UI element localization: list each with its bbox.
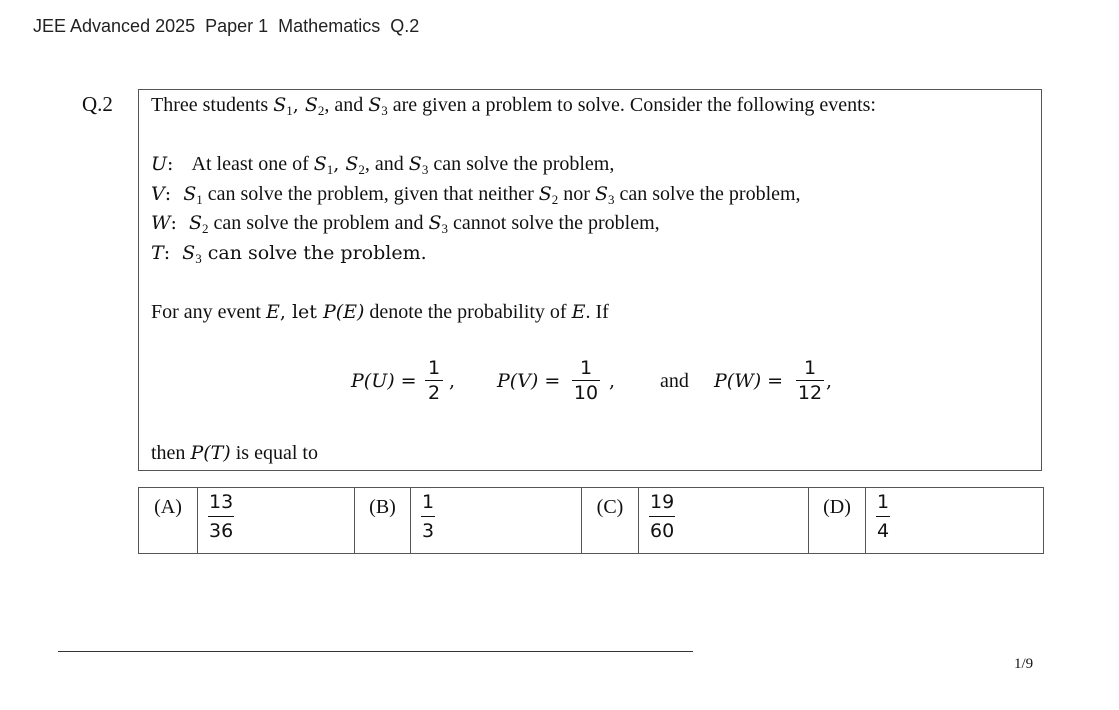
page-number: 1/9 [1014,656,1034,672]
p-u-label: P(U) = [351,370,417,392]
option-b-label[interactable]: (B) [355,488,411,554]
p-v-label: P(V) = [497,370,561,392]
event-t: T: $S_3$ can solve the problem. [151,242,427,266]
probability-definition: For any event E, let P(E) denote the probability of E. If [151,301,609,323]
options-table [138,487,1044,554]
event-u: U: At least one of $S_1$, $S_2$, and $S_3$ can solve the problem, [151,153,615,177]
footer-divider [58,651,693,652]
page-header: JEE Advanced 2025 Paper 1 Mathematics Q.2 [33,16,420,36]
question-box [138,89,1042,471]
p-w-label: P(W) = [714,370,784,392]
event-w: W: $S_2$ can solve the problem and $S_3$ cannot solve the problem, [151,212,660,236]
option-a-fraction: $\frac{13}{36}$ [209,491,234,542]
event-v: V: $S_1$ can solve the problem, given that neither $S_2$ nor $S_3$ can solve the problem, [151,183,801,207]
option-a-value[interactable] [198,488,355,554]
p-v-fraction: 1 10 [573,357,599,404]
option-b-fraction: $\frac{1}{3}$ [422,491,435,542]
question-ask: then P(T) is equal to [151,442,318,464]
p-w-fraction: 1 12 [797,357,823,404]
option-c-value[interactable] [639,488,809,554]
option-a-label[interactable]: (A) [139,488,198,554]
given-probabilities: P(U) = 1 2 , P(V) = 1 10 , and P(W) = 1 12 , [351,357,833,404]
option-c-label[interactable]: (C) [582,488,639,554]
option-d-label[interactable]: (D) [809,488,866,554]
question-intro: Three students $S_1$, $S_2$, and $S_3$ are given a problem to solve. Consider the following events: [151,94,876,118]
option-d-value[interactable] [866,488,1044,554]
p-u-fraction: 1 2 [425,356,443,405]
question-number: Q.2 [82,92,113,116]
option-c-fraction: $\frac{19}{60}$ [650,491,675,542]
option-b-value[interactable] [411,488,582,554]
and-word: and [660,370,689,392]
option-d-fraction: $\frac{1}{4}$ [877,491,890,542]
